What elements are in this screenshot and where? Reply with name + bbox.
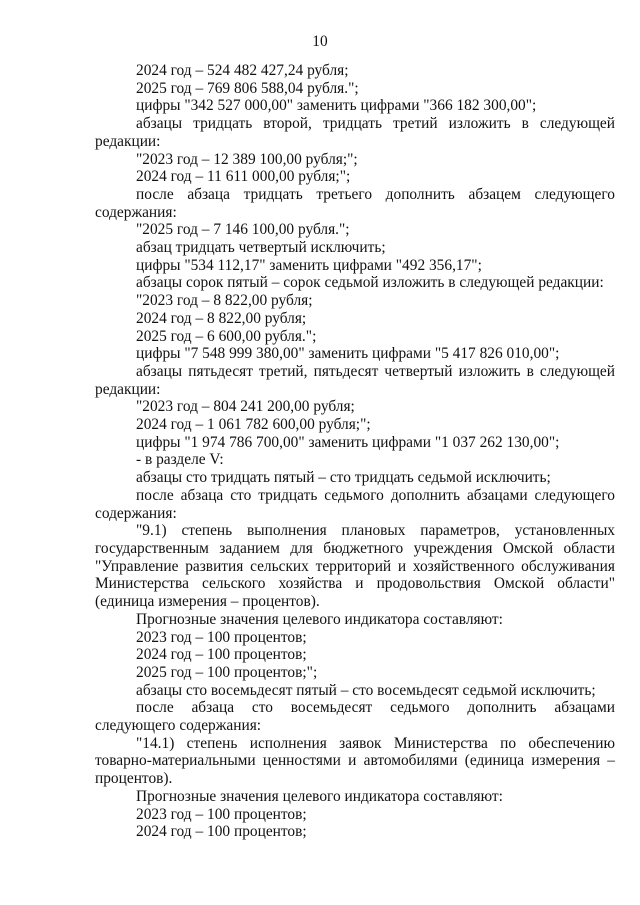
text-line: товарно-материальными ценностями и автомобилями (единица измерения – xyxy=(95,752,615,770)
text-line: редакции: xyxy=(95,132,161,150)
text-line: абзацы пятьдесят третий, пятьдесят четвертый изложить в следующей xyxy=(136,362,615,380)
text-line: содержания: xyxy=(95,504,177,522)
text-line: 2025 год – 6 600,00 рубля."; xyxy=(136,327,317,345)
text-line: Прогнозные значения целевого индикатора составляют: xyxy=(136,610,503,628)
text-line: цифры "1 974 786 700,00" заменить цифрами "1 037 262 130,00"; xyxy=(136,433,560,451)
text-line: 2024 год – 1 061 782 600,00 рубля;"; xyxy=(136,416,371,434)
text-line: 2024 год – 100 процентов; xyxy=(136,646,307,664)
text-line: Министерства сельского хозяйства и продовольствия Омской области" xyxy=(95,575,615,593)
text-line: 2024 год – 11 611 000,00 рубля;"; xyxy=(136,168,351,186)
text-line: процентов). xyxy=(95,770,173,788)
text-line: "Управление развития сельских территорий и хозяйственного обслуживания xyxy=(95,557,615,575)
text-line: 2024 год – 100 процентов; xyxy=(136,823,307,841)
text-line: (единица измерения – процентов). xyxy=(95,593,320,611)
page-number: 10 xyxy=(312,33,328,50)
text-line: следующего содержания: xyxy=(95,717,262,735)
text-line: Прогнозные значения целевого индикатора составляют: xyxy=(136,787,503,805)
text-line: абзацы сорок пятый – сорок седьмой изложить в следующей редакции: xyxy=(136,274,604,292)
text-line: "2023 год – 8 822,00 рубля; xyxy=(136,292,313,310)
text-line: - в разделе V: xyxy=(136,451,224,469)
text-line: абзацы тридцать второй, тридцать третий изложить в следующей xyxy=(136,115,615,133)
text-line: редакции: xyxy=(95,380,161,398)
text-line: "9.1) степень выполнения плановых параметров, установленных xyxy=(136,522,615,540)
text-line: 2024 год – 8 822,00 рубля; xyxy=(136,309,307,327)
document-body xyxy=(95,62,615,841)
text-line: содержания: xyxy=(95,203,177,221)
text-line: "2023 год – 804 241 200,00 рубля; xyxy=(136,398,355,416)
text-line: цифры "7 548 999 380,00" заменить цифрами "5 417 826 010,00"; xyxy=(136,345,560,363)
text-line: 2024 год – 524 482 427,24 рубля; xyxy=(136,62,349,79)
text-line: цифры "342 527 000,00" заменить цифрами "366 182 300,00"; xyxy=(136,97,537,115)
text-line: государственным заданием для бюджетного учреждения Омской области xyxy=(95,539,615,557)
text-line: "2025 год – 7 146 100,00 рубля."; xyxy=(136,221,350,239)
text-line: 2023 год – 100 процентов; xyxy=(136,805,307,823)
text-line: после абзаца тридцать третьего дополнить абзацем следующего xyxy=(136,185,615,203)
text-line: цифры "534 112,17" заменить цифрами "492 356,17"; xyxy=(136,256,482,274)
text-line: 2025 год – 100 процентов;"; xyxy=(136,663,318,681)
text-line: после абзаца сто тридцать седьмого дополнить абзацами следующего xyxy=(136,486,615,504)
text-line: абзац тридцать четвертый исключить; xyxy=(136,239,386,257)
text-line: абзацы сто тридцать пятый – сто тридцать седьмой исключить; xyxy=(136,469,551,487)
text-line: "14.1) степень исполнения заявок Министерства по обеспечению xyxy=(136,734,615,752)
text-line: "2023 год – 12 389 100,00 рубля;"; xyxy=(136,150,358,168)
text-line: 2023 год – 100 процентов; xyxy=(136,628,307,646)
text-line: 2025 год – 769 806 588,04 рубля."; xyxy=(136,79,359,97)
text-line: абзацы сто восемьдесят пятый – сто восемьдесят седьмой исключить; xyxy=(136,681,596,699)
text-line: после абзаца сто восемьдесят седьмого дополнить абзацами xyxy=(136,699,615,717)
